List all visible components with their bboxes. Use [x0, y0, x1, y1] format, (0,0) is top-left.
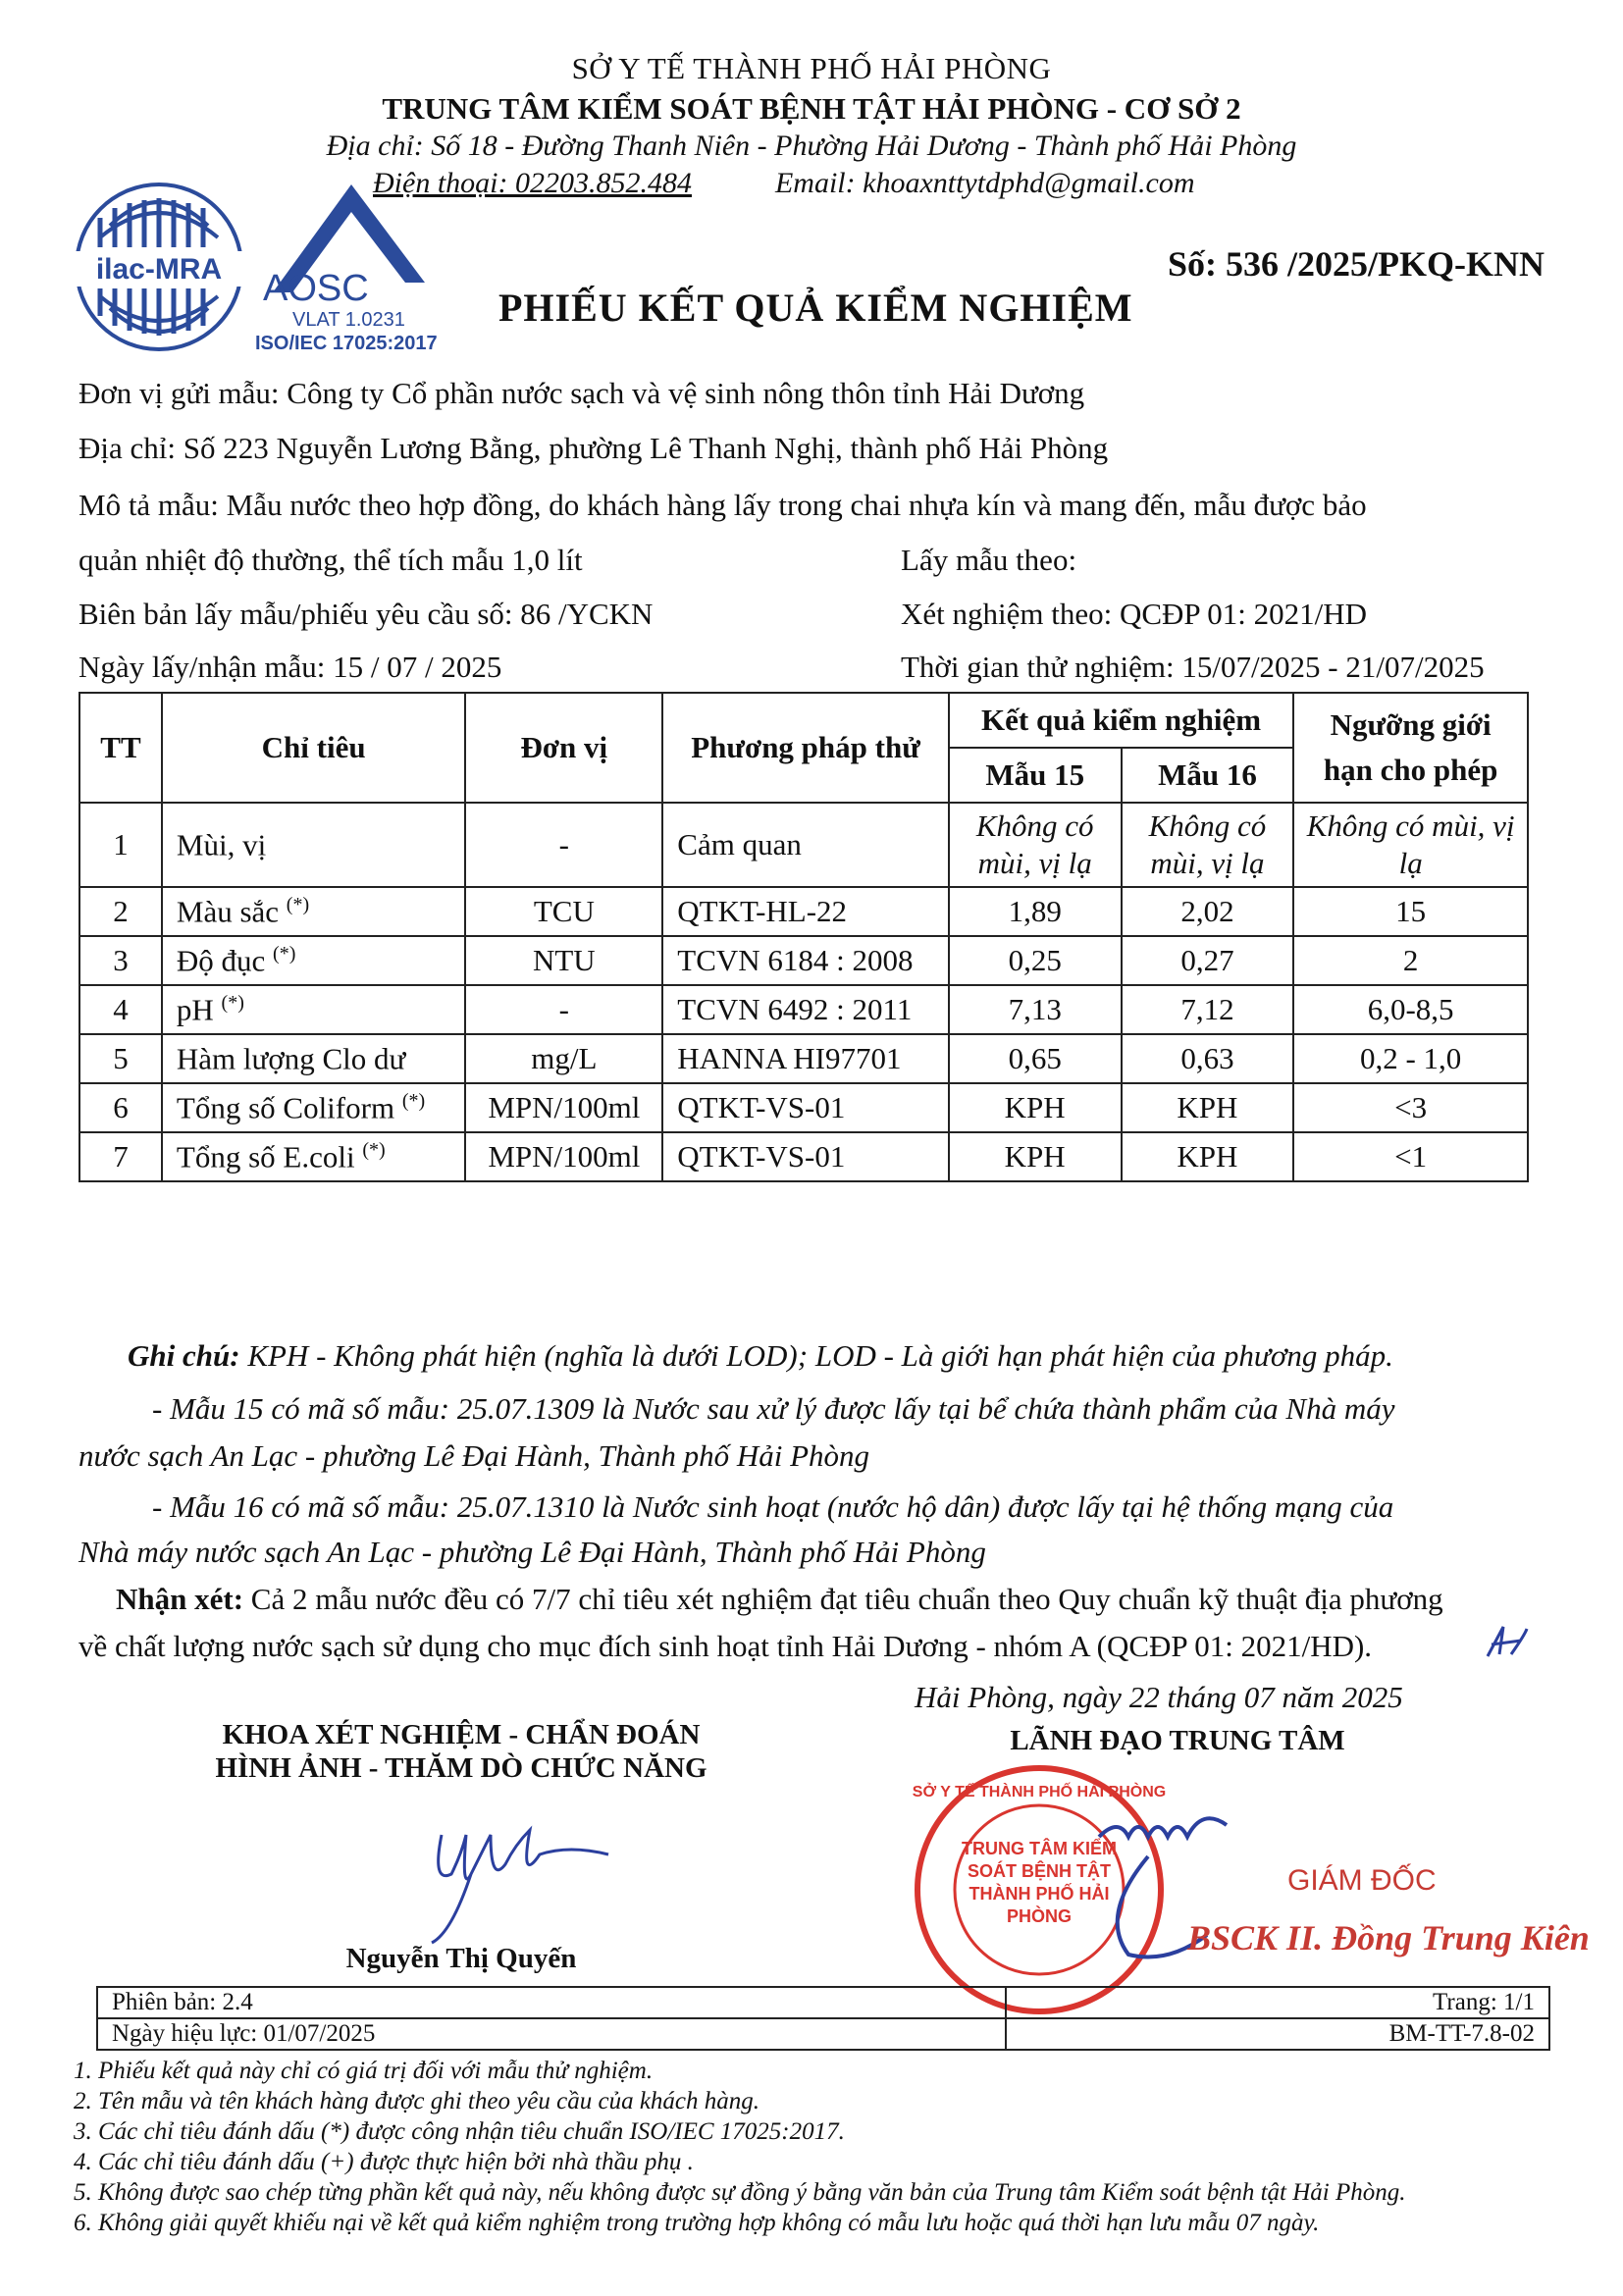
footnote-2: 2. Tên mẫu và tên khách hàng được ghi theo yêu cầu của khách hàng.	[74, 2088, 760, 2114]
cell-method: QTKT-VS-01	[662, 1132, 949, 1181]
sign-date: Hải Phòng, ngày 22 tháng 07 năm 2025	[915, 1680, 1403, 1714]
table-row	[79, 1083, 1528, 1132]
header-email: Email: khoaxnttytdphd@gmail.com	[774, 167, 1195, 199]
left-signer-title-2: HÌNH ẢNH - THĂM DÒ CHỨC NĂNG	[215, 1752, 707, 1784]
footnote-4: 4. Các chỉ tiêu đánh dấu (+) được thực hiện bởi nhà thầu phụ .	[74, 2149, 694, 2175]
effective-date: Ngày hiệu lực: 01/07/2025	[97, 2018, 1006, 2050]
header-limit	[1293, 693, 1528, 803]
cell-limit: 0,2 - 1,0	[1293, 1034, 1528, 1083]
indicator-name: Mùi, vị	[176, 827, 267, 862]
cell-unit: NTU	[465, 936, 662, 985]
ilac-mra-logo	[71, 179, 247, 355]
cell-sample-15: 0,65	[949, 1034, 1122, 1083]
cell-tt: 7	[79, 1132, 162, 1181]
cell-tt: 5	[79, 1034, 162, 1083]
aosc-text: AOSC	[263, 268, 369, 309]
cell-method: Cảm quan	[662, 803, 949, 887]
indicator-name: Hàm lượng Clo dư	[176, 1041, 406, 1076]
accreditation-mark: (*)	[401, 1089, 426, 1112]
cell-limit: 2	[1293, 936, 1528, 985]
iso-text: ISO/IEC 17025:2017	[255, 333, 438, 353]
accreditation-mark: (*)	[273, 942, 296, 965]
cell-sample-15: KPH	[949, 1083, 1122, 1132]
indicator-name: Tổng số E.coli	[176, 1139, 355, 1174]
cell-tt: 3	[79, 936, 162, 985]
cell-method: TCVN 6492 : 2011	[662, 985, 949, 1034]
footnote-1: 1. Phiếu kết quả này chỉ có giá trị đối với mẫu thử nghiệm.	[74, 2058, 654, 2084]
cell-method: HANNA HI97701	[662, 1034, 949, 1083]
cell-tt: 6	[79, 1083, 162, 1132]
cell-sample-15: KPH	[949, 1132, 1122, 1181]
remark-line-2: về chất lượng nước sạch sử dụng cho mục đích sinh hoạt tỉnh Hải Dương - nhóm A (QCĐP 01: 2021/HD).	[79, 1629, 1373, 1663]
accreditation-mark: (*)	[286, 893, 310, 915]
table-row	[79, 936, 1528, 985]
sample-date: Ngày lấy/nhận mẫu: 15 / 07 / 2025	[79, 650, 502, 684]
indicator-name: Độ đục	[176, 943, 266, 978]
note-sample-16-b: Nhà máy nước sạch An Lạc - phường Lê Đại Hành, Thành phố Hải Phòng	[79, 1535, 986, 1569]
cell-indicator	[162, 936, 466, 985]
left-signer-name: Nguyễn Thị Quyến	[345, 1943, 577, 1974]
table-row	[79, 1132, 1528, 1181]
vlat-text: VLAT 1.0231	[292, 309, 405, 331]
record-line: Biên bản lấy mẫu/phiếu yêu cầu số: 86 /YCKN	[79, 597, 654, 631]
table-row	[79, 1034, 1528, 1083]
right-signer-title: LÃNH ĐẠO TRUNG TÂM	[1010, 1725, 1345, 1756]
version-label: Phiên bản: 2.4	[97, 1987, 1006, 2018]
cell-unit: TCU	[465, 887, 662, 936]
cell-tt: 2	[79, 887, 162, 936]
cell-sample-16: 0,63	[1122, 1034, 1294, 1083]
indicator-name: pH	[176, 992, 214, 1027]
header-address: Địa chỉ: Số 18 - Đường Thanh Niên - Phường Hải Dương - Thành phố Hải Phòng	[326, 130, 1297, 162]
header-unit: Đơn vị	[465, 693, 662, 803]
accreditation-mark: (*)	[362, 1138, 386, 1161]
stamp-ring-text: SỞ Y TẾ THÀNH PHỐ HẢI PHÒNG	[912, 1784, 1167, 1800]
left-signature	[412, 1815, 628, 1953]
header-phone: Điện thoại: 02203.852.484	[373, 167, 692, 199]
remark-label: Nhận xét:	[116, 1582, 244, 1616]
cell-unit: mg/L	[465, 1034, 662, 1083]
cell-unit: -	[465, 985, 662, 1034]
header-center-name: TRUNG TÂM KIỂM SOÁT BỆNH TẬT HẢI PHÒNG - CƠ SỞ 2	[382, 91, 1241, 126]
left-signer-title-1: KHOA XÉT NGHIỆM - CHẨN ĐOÁN	[222, 1719, 701, 1750]
header-indicator: Chỉ tiêu	[162, 693, 466, 803]
header-sample-15: Mẫu 15	[949, 748, 1122, 803]
footnote-5: 5. Không được sao chép từng phần kết quả này, nếu không được sự đồng ý bằng văn bản của Trung tâm Kiểm soát bệnh tật Hải Phòng.	[74, 2179, 1406, 2206]
cell-method: TCVN 6184 : 2008	[662, 936, 949, 985]
accreditation-mark: (*)	[221, 991, 244, 1014]
document-number: Số: 536 /2025/PKQ-KNN	[1168, 244, 1544, 284]
cell-tt: 4	[79, 985, 162, 1034]
header-sample-16: Mẫu 16	[1122, 748, 1294, 803]
cell-sample-16: KPH	[1122, 1083, 1294, 1132]
note-sample-16-a: - Mẫu 16 có mã số mẫu: 25.07.1310 là Nước sinh hoạt (nước hộ dân) được lấy tại hệ thống mạng của	[152, 1489, 1394, 1524]
description-line-2: quản nhiệt độ thường, thể tích mẫu 1,0 lít	[79, 543, 583, 577]
cell-unit: -	[465, 803, 662, 887]
header-method: Phương pháp thử	[662, 693, 949, 803]
test-standard: Xét nghiệm theo: QCĐP 01: 2021/HD	[901, 597, 1368, 631]
footnote-6: 6. Không giải quyết khiếu nại về kết quả kiểm nghiệm trong trường hợp không có mẫu lưu hoặc quá thời hạn lưu mẫu 07 ngày.	[74, 2210, 1320, 2236]
cell-limit: <1	[1293, 1132, 1528, 1181]
version-box	[96, 1986, 1550, 2051]
remark-text-1: Cả 2 mẫu nước đều có 7/7 chỉ tiêu xét nghiệm đạt tiêu chuẩn theo Quy chuẩn kỹ thuật địa phương	[250, 1582, 1443, 1616]
page-number: Trang: 1/1	[1006, 1987, 1549, 2018]
form-code: BM-TT-7.8-02	[1006, 2018, 1549, 2050]
cell-indicator	[162, 985, 466, 1034]
indicator-name: Màu sắc	[176, 894, 280, 929]
header-limit-line2: hạn cho phép	[1323, 753, 1498, 787]
cell-limit: 15	[1293, 887, 1528, 936]
remark-line-1	[116, 1576, 1443, 1623]
cell-unit: MPN/100ml	[465, 1132, 662, 1181]
address-line: Địa chỉ: Số 223 Nguyễn Lương Bằng, phường Lê Thanh Nghị, thành phố Hải Phòng	[79, 431, 1109, 465]
stamp-center-text: TRUNG TÂM KIỂM SOÁT BỆNH TẬT THÀNH PHỐ HẢI PHÒNG	[962, 1839, 1117, 1926]
header-contact	[373, 167, 1195, 200]
cell-indicator	[162, 803, 466, 887]
footnote-3: 3. Các chỉ tiêu đánh dấu (*) được công nhận tiêu chuẩn ISO/IEC 17025:2017.	[74, 2118, 845, 2145]
note-sample-15-a: - Mẫu 15 có mã số mẫu: 25.07.1309 là Nước sau xử lý được lấy tại bể chứa thành phẩm của Nhà máy	[152, 1391, 1395, 1426]
director-label: GIÁM ĐỐC	[1287, 1864, 1437, 1897]
cell-sample-15: 1,89	[949, 887, 1122, 936]
cell-sample-15: Không có mùi, vị lạ	[949, 803, 1122, 887]
indicator-name: Tổng số Coliform	[176, 1090, 395, 1125]
cell-tt: 1	[79, 803, 162, 887]
test-period: Thời gian thử nghiệm: 15/07/2025 - 21/07/2025	[901, 650, 1485, 684]
table-row	[79, 985, 1528, 1034]
cell-indicator	[162, 887, 466, 936]
results-table	[79, 692, 1529, 1182]
cell-limit: <3	[1293, 1083, 1528, 1132]
note-label: Ghi chú:	[128, 1338, 240, 1373]
cell-unit: MPN/100ml	[465, 1083, 662, 1132]
cell-limit: Không có mùi, vị lạ	[1293, 803, 1528, 887]
table-row	[79, 803, 1528, 887]
cell-sample-16: 0,27	[1122, 936, 1294, 985]
cell-method: QTKT-HL-22	[662, 887, 949, 936]
aosc-logo	[253, 175, 467, 353]
header-result: Kết quả kiểm nghiệm	[949, 693, 1294, 748]
note-line-1: KPH - Không phát hiện (nghĩa là dưới LOD); LOD - Là giới hạn phát hiện của phương pháp.	[247, 1338, 1393, 1373]
page-title: PHIẾU KẾT QUẢ KIỂM NGHIỆM	[498, 286, 1133, 330]
note-sample-15-b: nước sạch An Lạc - phường Lê Đại Hành, Thành phố Hải Phòng	[79, 1438, 869, 1473]
table-row	[79, 887, 1528, 936]
table-header-row	[79, 693, 1528, 748]
description-line-1: Mô tả mẫu: Mẫu nước theo hợp đồng, do khách hàng lấy trong chai nhựa kín và mang đến, mẫu được bảo	[79, 488, 1367, 522]
header-limit-line1: Ngưỡng giới	[1330, 707, 1492, 742]
note-legend	[128, 1332, 1393, 1380]
sender-line: Đơn vị gửi mẫu: Công ty Cổ phần nước sạch và vệ sinh nông thôn tỉnh Hải Dương	[79, 376, 1085, 410]
cell-limit: 6,0-8,5	[1293, 985, 1528, 1034]
cell-indicator	[162, 1132, 466, 1181]
header-tt: TT	[79, 693, 162, 803]
cell-sample-16: 7,12	[1122, 985, 1294, 1034]
initial-mark	[1482, 1621, 1531, 1664]
cell-sample-16: KPH	[1122, 1132, 1294, 1181]
ilac-text: ilac-MRA	[95, 253, 223, 286]
cell-sample-15: 7,13	[949, 985, 1122, 1034]
director-name: BSCK II. Đồng Trung Kiên	[1187, 1918, 1590, 1957]
cell-method: QTKT-VS-01	[662, 1083, 949, 1132]
cell-sample-16: Không có mùi, vị lạ	[1122, 803, 1294, 887]
cell-indicator	[162, 1083, 466, 1132]
cell-sample-16: 2,02	[1122, 887, 1294, 936]
cell-indicator	[162, 1034, 466, 1083]
cell-sample-15: 0,25	[949, 936, 1122, 985]
sampling-by: Lấy mẫu theo:	[901, 543, 1077, 577]
header-ministry: SỞ Y TẾ THÀNH PHỐ HẢI PHÒNG	[571, 51, 1052, 85]
